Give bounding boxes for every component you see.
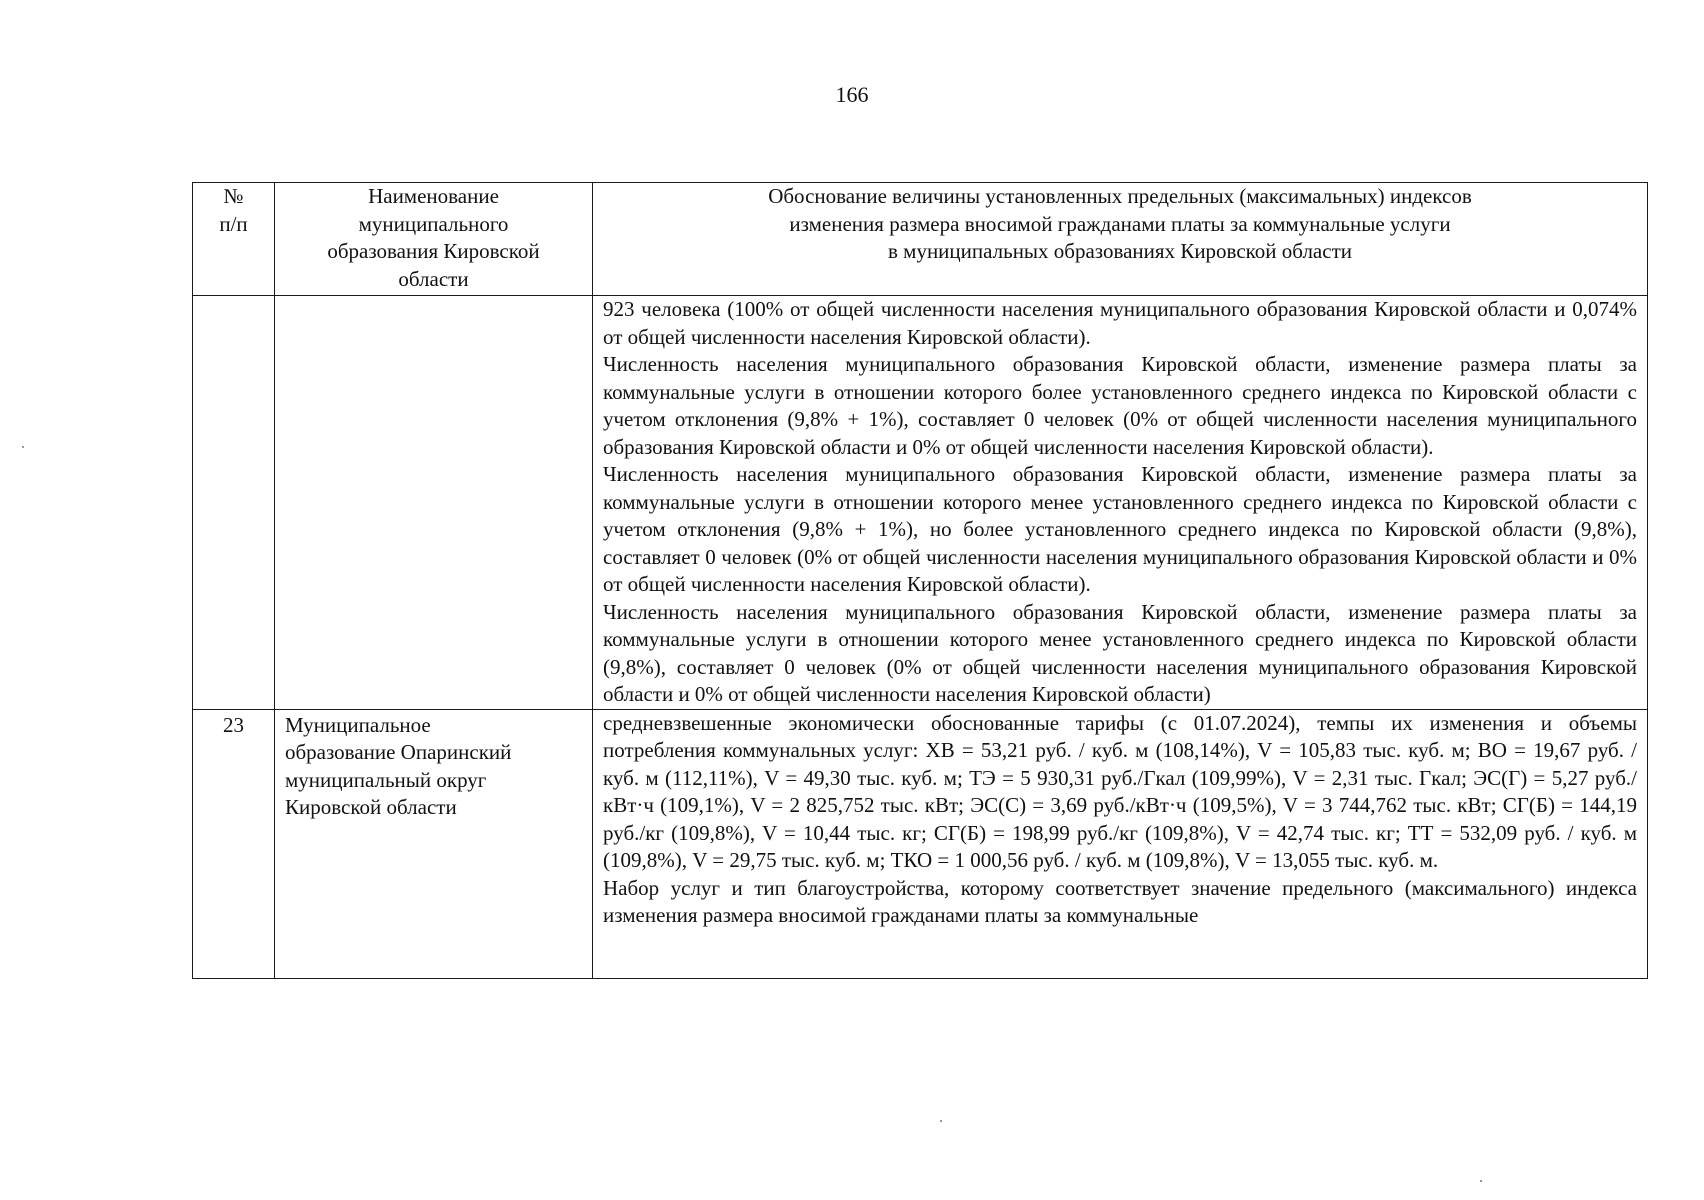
page-number: 166 bbox=[835, 82, 869, 107]
row-justification-cell bbox=[593, 709, 1648, 978]
justification-paragraph: Набор услуг и тип благоустройства, которому соответствует значение предельного (максимального) индекса изменения размера вносимой гражданами платы за коммунальные bbox=[603, 875, 1637, 927]
header-name-cell bbox=[275, 183, 593, 296]
header-name-line: области bbox=[398, 266, 469, 291]
header-justification-cell bbox=[593, 183, 1648, 296]
header-name-line: Наименование bbox=[368, 184, 499, 208]
header-number-line: № bbox=[223, 184, 244, 208]
justification-paragraph: Численность населения муниципального образования Кировской области, изменение размера платы за коммунальные услуги в отношении которого менее установленного среднего индекса по Кировской области с учетом отклонения (9,8% + 1%), но более установленного среднего индекса по Кировской области (9,8%), составляет 0 человек (0% от общей численности населения муниципального образования Кировской области и 0% от общей численности населения Кировской области). bbox=[603, 462, 1637, 596]
justification-paragraph: Численность населения муниципального образования Кировской области, изменение размера платы за коммунальные услуги в отношении которого менее установленного среднего индекса по Кировской области (9,8%), составляет 0 человек (0% от общей численности населения муниципального образования Кировской области и 0% от общей численности населения Кировской области) bbox=[603, 599, 1637, 706]
table-row bbox=[193, 296, 1648, 710]
municipality-name-line: образование Опаринский bbox=[285, 740, 512, 764]
scan-speck bbox=[22, 446, 24, 448]
justification-text-continued bbox=[603, 710, 1637, 978]
row-number-cell bbox=[193, 296, 275, 710]
header-name-line: образования Кировской bbox=[327, 239, 540, 263]
justification-paragraph: 923 человека (100% от общей численности населения муниципального образования Кировской области и 0,074% от общей численности населения Кировской области). bbox=[603, 297, 1637, 349]
row-justification-cell bbox=[593, 296, 1648, 710]
header-name-line: муниципального bbox=[358, 211, 509, 236]
row-name-cell bbox=[275, 296, 593, 710]
row-name-cell bbox=[275, 709, 593, 978]
header-justification-line: изменения размера вносимой гражданами платы за коммунальные услуги bbox=[789, 211, 1451, 236]
row-number-cell: 23 bbox=[193, 709, 275, 978]
municipality-name-line: Муниципальное bbox=[285, 712, 431, 737]
municipality-name-line: муниципальный округ bbox=[285, 767, 487, 792]
table-row bbox=[193, 709, 1648, 978]
justification-paragraph: средневзвешенные экономически обоснованные тарифы (с 01.07.2024), темпы их изменения и объемы потребления коммунальных услуг: ХВ = 53,21 руб. / куб. м (108,14%), V = 105,83 тыс. куб. м; ВО = 19,67 руб. / куб. м (112,11%), V = 49,30 тыс. куб. м; ТЭ = 5 930,31 руб./Гкал (109,99%), V = 2,31 тыс. Гкал; ЭС(Г) = 5,27 руб./кВт·ч (109,1%), V = 2 825,752 тыс. кВт; ЭС(С) = 3,69 руб./кВт·ч (109,5%), V = 3 744,762 тыс. кВт; СГ(Б) = 144,19 руб./кг (109,8%), V = 10,44 тыс. кг; СГ(Б) = 198,99 руб./кг (109,8%), V = 42,74 тыс. кг; ТТ = 532,09 руб. / куб. м (109,8%), V = 29,75 тыс. куб. м; ТКО = 1 000,56 руб. / куб. м (109,8%), V = 13,055 тыс. куб. м. bbox=[603, 710, 1637, 872]
justification-paragraph: Численность населения муниципального образования Кировской области, изменение размера платы за коммунальные услуги в отношении которого более установленного среднего индекса по Кировской области с учетом отклонения (9,8% + 1%), составляет 0 человек (0% от общей численности населения муниципального образования Кировской области и 0% от общей численности населения Кировской области). bbox=[603, 352, 1637, 459]
tariff-justification-table bbox=[192, 182, 1648, 979]
scan-speck bbox=[1480, 1180, 1482, 1182]
header-justification-line: Обоснование величины установленных предельных (максимальных) индексов bbox=[768, 184, 1472, 208]
header-justification-line: в муниципальных образованиях Кировской области bbox=[887, 239, 1352, 263]
municipality-name-line: Кировской области bbox=[285, 795, 457, 819]
header-number-line: п/п bbox=[219, 211, 248, 236]
scan-speck bbox=[940, 1120, 942, 1122]
header-number-cell bbox=[193, 183, 275, 296]
table-header-row bbox=[193, 183, 1648, 296]
